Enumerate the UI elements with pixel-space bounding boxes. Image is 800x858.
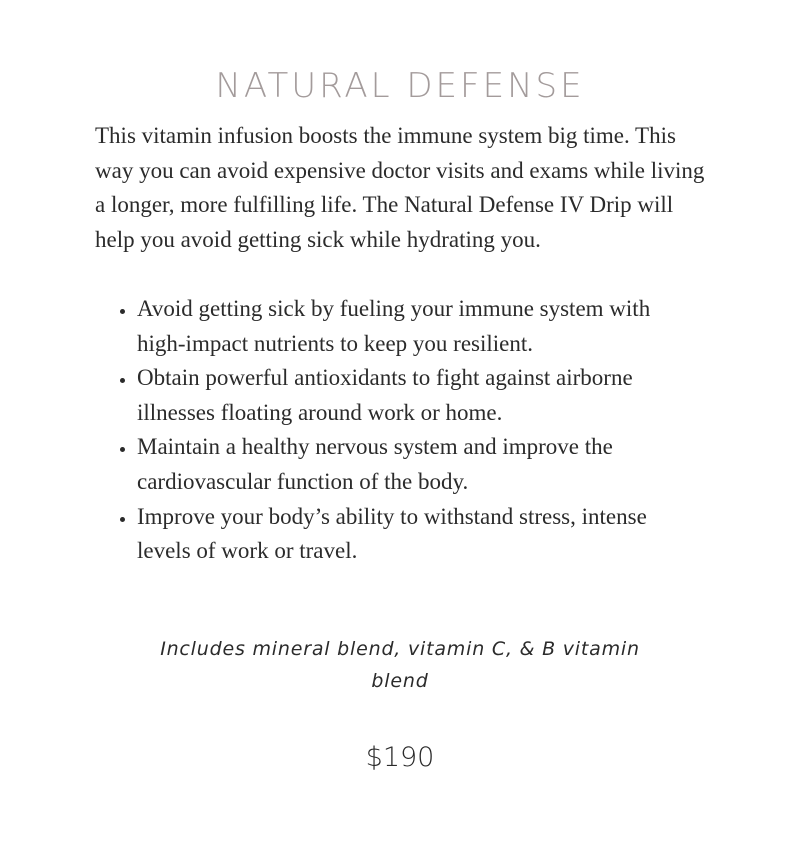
benefits-list: [95, 292, 695, 569]
list-item: • Obtain powerful antioxidants to fight against airborne illnesses floating around work or home.: [137, 361, 695, 430]
list-item: • Maintain a healthy nervous system and improve the cardiovascular function of the body.: [137, 430, 695, 499]
price-label: $190: [365, 742, 435, 773]
product-description: This vitamin infusion boosts the immune system big time. This way you can avoid expensive doctor visits and exams while living a longer, more fulfilling life. The Natural Defense IV Drip will help you avoid getting sick while hydrating you.: [95, 123, 705, 252]
list-item: • Avoid getting sick by fueling your immune system with high-impact nutrients to keep you resilient.: [137, 292, 695, 361]
includes-note: Includes mineral blend, vitamin C, & B vitamin blend: [160, 638, 640, 692]
list-item: • Improve your body’s ability to withstand stress, intense levels of work or travel.: [137, 500, 695, 569]
page-title: NATURAL DEFENSE: [215, 65, 585, 106]
